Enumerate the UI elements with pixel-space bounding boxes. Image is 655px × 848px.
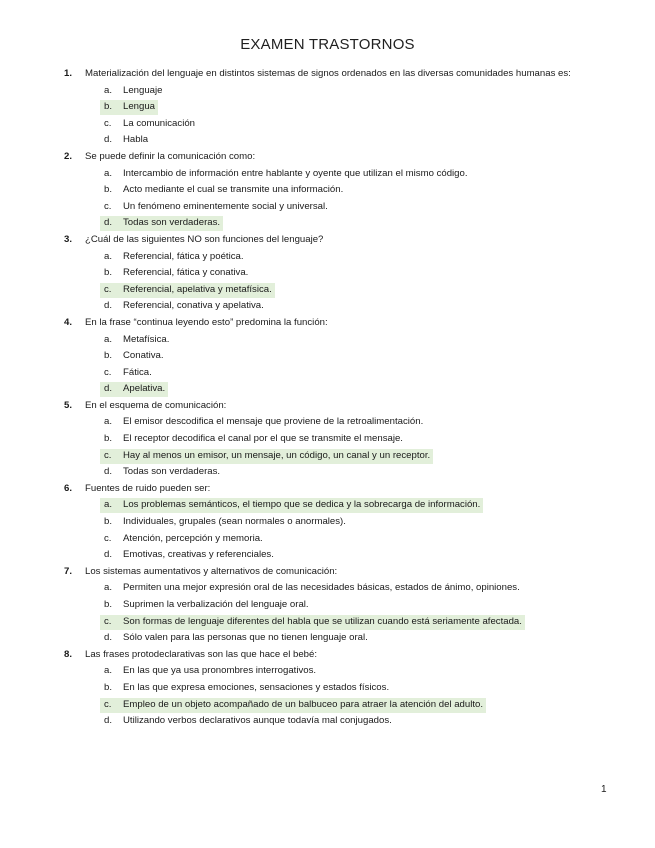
option-text: Apelativa. [123,383,166,395]
option-letter: c. [104,698,112,710]
option-text: Fática. [123,366,152,378]
option-text: Referencial, conativa y apelativa. [123,300,264,312]
question-number: 5. [64,399,73,411]
option-list [0,414,655,480]
option-letter: b. [104,433,113,445]
option-text: El emisor descodifica el mensaje que proviene de la retroalimentación. [123,416,424,428]
question-number: 6. [64,482,73,494]
option-text: Permiten una mejor expresión oral de las necesidades básicas, estados de ánimo, opiniones. [123,582,520,594]
option-text: En las que ya usa pronombres interrogativos. [123,665,317,677]
question-text: Materialización del lenguaje en distintos sistemas de signos ordenados en las diversas comunidades humanas es: [85,68,571,79]
option-letter: c. [104,449,112,461]
option-letter: a. [104,499,113,511]
option-letter: d. [104,300,113,312]
option-letter: d. [104,466,113,478]
option-item-correct [0,381,655,398]
option-letter: a. [104,665,113,677]
option-letter: b. [104,516,113,528]
question-stem [0,647,655,664]
question-text: Las frases protodeclarativas son las que hace el bebé: [85,648,317,660]
question-item [0,232,655,315]
option-letter: d. [104,134,113,146]
option-text: Suprimen la verbalización del lenguaje oral. [123,599,309,610]
option-list [0,663,655,729]
option-letter: a. [104,167,113,179]
question-number: 2. [64,150,73,162]
question-text: Los sistemas aumentativos y alternativos de comunicación: [85,565,338,577]
option-item [0,365,655,382]
option-list [0,332,655,398]
option-list [0,580,655,646]
option-letter: c. [104,532,112,544]
option-list [0,249,655,315]
option-letter: b. [104,101,113,113]
option-item-correct [0,99,655,116]
option-item-correct [0,614,655,631]
option-text: Sólo valen para las personas que no tienen lenguaje oral. [123,632,368,644]
question-stem [0,564,655,581]
question-text: En la frase “continua leyendo esto” predomina la función: [85,316,328,328]
option-text: El receptor decodifica el canal por el que se transmite el mensaje. [123,433,403,445]
option-item [0,547,655,564]
question-item [0,66,655,149]
question-item [0,398,655,481]
option-text: Atención, percepción y memoria. [123,532,263,544]
option-item [0,663,655,680]
option-item [0,597,655,614]
option-item [0,132,655,149]
question-number: 4. [64,316,73,328]
option-letter: d. [104,383,113,395]
option-item [0,265,655,282]
option-text: Intercambio de información entre hablante y oyente que utilizan el mismo código. [123,167,468,179]
option-item [0,630,655,647]
option-text: Empleo de un objeto acompañado de un balbuceo para atraer la atención del adulto. [123,698,484,710]
option-letter: a. [104,416,113,428]
question-stem [0,481,655,498]
option-letter: c. [104,200,112,212]
option-text: Conativa. [123,350,164,362]
question-stem [0,66,655,83]
document-title: EXAMEN TRASTORNOS [240,36,415,53]
option-item-correct [0,282,655,299]
question-item [0,564,655,647]
option-text: Referencial, fática y poética. [123,250,244,262]
option-text: Emotivas, creativas y referenciales. [123,549,274,561]
option-letter: d. [104,549,113,561]
option-text: Lenguaje [123,84,163,96]
option-list [0,166,655,232]
option-letter: b. [104,599,113,610]
question-item [0,315,655,398]
option-text: Todas son verdaderas. [123,217,221,229]
option-text: Lengua [123,101,156,113]
option-item [0,83,655,100]
question-text: Se puede definir la comunicación como: [85,150,256,162]
option-item-correct [0,697,655,714]
option-item [0,249,655,266]
option-text: Hay al menos un emisor, un mensaje, un código, un canal y un receptor. [123,449,431,461]
option-letter: a. [104,333,113,345]
question-item [0,481,655,564]
option-text: Utilizando verbos declarativos aunque todavía mal conjugados. [123,715,392,727]
option-text: Los problemas semánticos, el tiempo que se dedica y la sobrecarga de información. [123,499,481,511]
question-item [0,149,655,232]
option-letter: c. [104,117,112,129]
question-text: ¿Cuál de las siguientes NO son funciones del lenguaje? [85,233,324,245]
option-text: Individuales, grupales (sean normales o anormales). [123,516,346,528]
question-number: 3. [64,233,73,245]
question-number: 1. [64,68,73,79]
option-text: Metafísica. [123,333,170,345]
option-letter: a. [104,582,113,594]
question-list [0,66,655,730]
option-letter: c. [104,615,112,627]
option-list [0,497,655,563]
option-list [0,83,655,149]
option-letter: c. [104,283,112,295]
option-item [0,182,655,199]
option-text: En las que expresa emociones, sensaciones y estados físicos. [123,681,390,693]
option-text: Todas son verdaderas. [123,466,221,478]
question-stem [0,149,655,166]
option-item [0,464,655,481]
option-item [0,414,655,431]
option-text: Habla [123,134,149,146]
option-item [0,431,655,448]
option-letter: a. [104,250,113,262]
option-text: Acto mediante el cual se transmite una información. [123,184,344,196]
option-letter: c. [104,366,112,378]
option-text: Referencial, fática y conativa. [123,267,249,279]
option-item [0,680,655,697]
option-letter: d. [104,715,113,727]
option-text: Referencial, apelativa y metafísica. [123,283,272,295]
option-item [0,166,655,183]
question-number: 8. [64,648,73,660]
option-letter: d. [104,632,113,644]
option-item [0,531,655,548]
option-item [0,713,655,730]
question-item [0,647,655,730]
option-item-correct [0,448,655,465]
option-item [0,514,655,531]
option-item [0,298,655,315]
option-item [0,116,655,133]
option-letter: a. [104,84,113,96]
question-stem [0,232,655,249]
page-number: 1 [601,784,607,795]
option-item [0,199,655,216]
question-text: En el esquema de comunicación: [85,399,227,411]
option-letter: b. [104,184,113,196]
question-stem [0,398,655,415]
option-item [0,348,655,365]
option-letter: b. [104,350,113,362]
option-letter: b. [104,267,113,279]
option-item [0,580,655,597]
option-text: Un fenómeno eminentemente social y universal. [123,200,328,212]
option-item-correct [0,497,655,514]
option-letter: b. [104,681,113,693]
question-stem [0,315,655,332]
option-item-correct [0,215,655,232]
option-letter: d. [104,217,113,229]
option-text: La comunicación [123,117,195,129]
question-number: 7. [64,565,73,577]
question-text: Fuentes de ruido pueden ser: [85,482,211,494]
option-item [0,332,655,349]
option-text: Son formas de lenguaje diferentes del habla que se utilizan cuando está seriamente afectada. [123,615,522,627]
